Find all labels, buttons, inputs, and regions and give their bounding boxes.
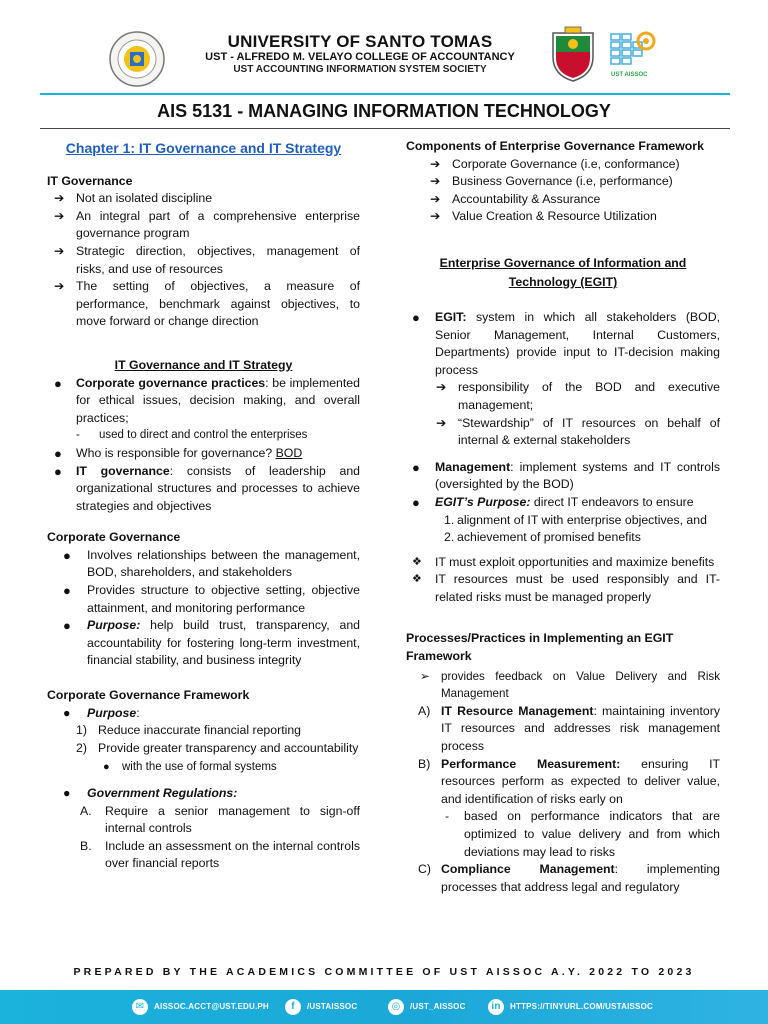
triangle-bullet-icon: ➢ — [420, 669, 430, 683]
list-item: ➔ The setting of objectives, a measure of performance, benchmark against objectives, to move forward or change direction — [54, 279, 360, 329]
who-answer: BOD — [275, 445, 303, 460]
corporate-governance-heading: Corporate Governance — [47, 530, 181, 545]
arrow-bullet-icon: ➔ — [430, 209, 441, 224]
list-item: ● Purpose: — [47, 705, 360, 723]
list-item: ➔ “Stewardship” of IT resources on behalf of internal & external stakeholders — [436, 415, 720, 448]
linkedin-icon: in — [488, 999, 504, 1015]
arrow-bullet-icon: ➔ — [54, 243, 65, 258]
list-item: ● Purpose: help build trust, transparency, and accountability for fostering long-term investment, financial stability, and business integrity — [63, 618, 360, 668]
list-item: C) Compliance Management: implementing processes that address legal and regulatory — [418, 862, 720, 894]
aissoc-logo-icon — [608, 28, 656, 80]
header-divider — [40, 93, 730, 95]
list-item: B) Performance Measurement: ensuring IT resources perform as expected to deliver value, and identification of risks early on — [418, 756, 721, 806]
college-seal-icon — [108, 30, 166, 88]
bullet-dot-icon: ● — [63, 618, 71, 634]
prepared-by: PREPARED BY THE ACADEMICS COMMITTEE OF UST AISSOC A.Y. 2022 TO 2023 — [73, 966, 695, 978]
course-title: AIS 5131 - MANAGING INFORMATION TECHNOLOGY — [157, 101, 611, 121]
right-column — [406, 138, 720, 896]
list-item: 2. achievement of promised benefits — [444, 530, 641, 545]
footer-bar — [0, 990, 768, 1024]
tinyurl-link[interactable]: in HTTPS://TINYURL.COM/USTAISSOC — [488, 999, 653, 1015]
instagram-icon: ◎ — [388, 999, 404, 1015]
aissoc-logo-text: UST AISSOC — [611, 72, 648, 78]
list-item: ● Corporate governance practices: be implemented for ethical issues, decision making, and overall practices; — [54, 375, 360, 425]
college-name: UST - ALFREDO M. VELAYO COLLEGE OF ACCOUNTANCY — [205, 51, 515, 63]
bullet-dot-icon: ● — [54, 375, 62, 391]
list-item: ● Provides structure to objective setting, objective attainment, and monitoring performance — [63, 583, 360, 615]
list-item: 1) Reduce inaccurate financial reporting — [76, 723, 302, 738]
strategy-heading: IT Governance and IT Strategy — [114, 357, 293, 372]
bullet-dot-icon: ● — [54, 463, 62, 479]
list-item: ● EGIT: system in which all stakeholders (BOD, Senior Management, Internal Customers, Departments) provide input to IT-decision making process — [412, 309, 720, 377]
bullet-dot-icon: ● — [412, 459, 420, 475]
list-item: ➔ Accountability & Assurance — [406, 191, 720, 209]
list-item: ➔ Corporate Governance (i.e, conformance) — [406, 156, 720, 174]
arrow-bullet-icon: ➔ — [54, 191, 65, 206]
list-item: - used to direct and control the enterprises — [76, 429, 308, 442]
arrow-bullet-icon: ➔ — [430, 191, 441, 206]
left-column — [47, 138, 360, 873]
it-governance-heading: IT Governance — [47, 173, 133, 188]
arrow-bullet-icon: ➔ — [436, 415, 447, 430]
facebook-link[interactable]: f /USTAISSOC — [285, 999, 357, 1015]
society-name: UST ACCOUNTING INFORMATION SYSTEM SOCIETY — [233, 64, 487, 75]
list-item: ➔ An integral part of a comprehensive enterprise governance program — [54, 208, 360, 241]
arrow-bullet-icon: ➔ — [54, 208, 65, 223]
arrow-bullet-icon: ➔ — [430, 174, 441, 189]
list-item: 1. alignment of IT with enterprise objectives, and — [444, 512, 707, 527]
instagram-link[interactable]: ◎ /UST_AISSOC — [388, 999, 466, 1015]
cg-framework-heading: Corporate Governance Framework — [47, 688, 250, 703]
list-item: ● with the use of formal systems — [47, 759, 360, 777]
processes-heading: Processes/Practices in Implementing an EGIT Framework — [406, 631, 674, 664]
bullet-dot-icon: ● — [54, 445, 62, 461]
list-item: ➔ Business Governance (i.e, performance) — [406, 173, 720, 191]
chapter-title: Chapter 1: IT Governance and IT Strategy — [65, 140, 342, 156]
ust-crest-icon — [548, 25, 598, 83]
bullet-dot-icon: ● — [63, 705, 71, 720]
bullet-dot-icon: ● — [63, 547, 71, 563]
bullet-dot-icon: ● — [412, 309, 420, 325]
title-divider — [40, 128, 730, 129]
diamond-bullet-icon: ❖ — [412, 555, 422, 568]
list-item: ❖ IT must exploit opportunities and maximize benefits — [406, 554, 720, 572]
document-header — [0, 22, 768, 92]
list-item: ● Government Regulations: — [47, 785, 360, 803]
arrow-bullet-icon: ➔ — [436, 380, 447, 395]
facebook-icon: f — [285, 999, 301, 1015]
list-item: ➔ Value Creation & Resource Utilization — [406, 208, 720, 226]
list-item: ● EGIT’s Purpose: direct IT endeavors to ensure — [412, 494, 694, 510]
list-item: ● IT governance: consists of leadership and organizational structures and processes to achieve strategies and objectives — [54, 463, 360, 513]
bullet-dot-icon: ● — [63, 583, 71, 599]
list-item: ● Management: implement systems and IT controls (oversighted by the BOD) — [412, 459, 720, 492]
diamond-bullet-icon: ❖ — [412, 573, 422, 586]
university-name: UNIVERSITY OF SANTO TOMAS — [227, 32, 493, 51]
list-item: - based on performance indicators that are optimized to value delivery and from which deviations may lead to risks — [445, 809, 720, 859]
bullet-dot-icon: ● — [63, 786, 71, 800]
bullet-dot-icon: ● — [103, 761, 110, 774]
email-contact[interactable]: ✉ AISSOC.ACCT@UST.EDU.PH — [132, 999, 269, 1015]
arrow-bullet-icon: ➔ — [430, 156, 441, 171]
list-item: ➢ provides feedback on Value Delivery and Risk Management — [420, 669, 720, 701]
list-item: ➔ Strategic direction, objectives, management of risks, and use of resources — [54, 243, 360, 276]
list-item: ➔ responsibility of the BOD and executive management; — [436, 380, 720, 412]
list-item: ❖ IT resources must be used responsibly and IT-related risks must be managed properly — [412, 572, 720, 604]
list-item: B. Include an assessment on the internal controls over financial reports — [80, 838, 360, 871]
list-item: A) IT Resource Management: maintaining inventory IT resources and addresses risk management process — [418, 703, 720, 754]
list-item: 2) Provide greater transparency and accountability — [76, 740, 359, 755]
list-item: A. Require a senior management to sign-off internal controls — [80, 803, 360, 836]
egit-heading: Enterprise Governance of Information and Technology (EGIT) — [439, 255, 687, 289]
list-item: ● Involves relationships between the management, BOD, shareholders, and stakeholders — [63, 547, 360, 580]
list-item: ● Who is responsible for governance? BOD — [54, 445, 303, 461]
bullet-dot-icon: ● — [412, 494, 420, 510]
list-item: ➔ Not an isolated discipline — [47, 190, 360, 208]
components-heading: Components of Enterprise Governance Framework — [406, 139, 704, 153]
email-icon: ✉ — [132, 999, 148, 1015]
arrow-bullet-icon: ➔ — [54, 279, 65, 294]
